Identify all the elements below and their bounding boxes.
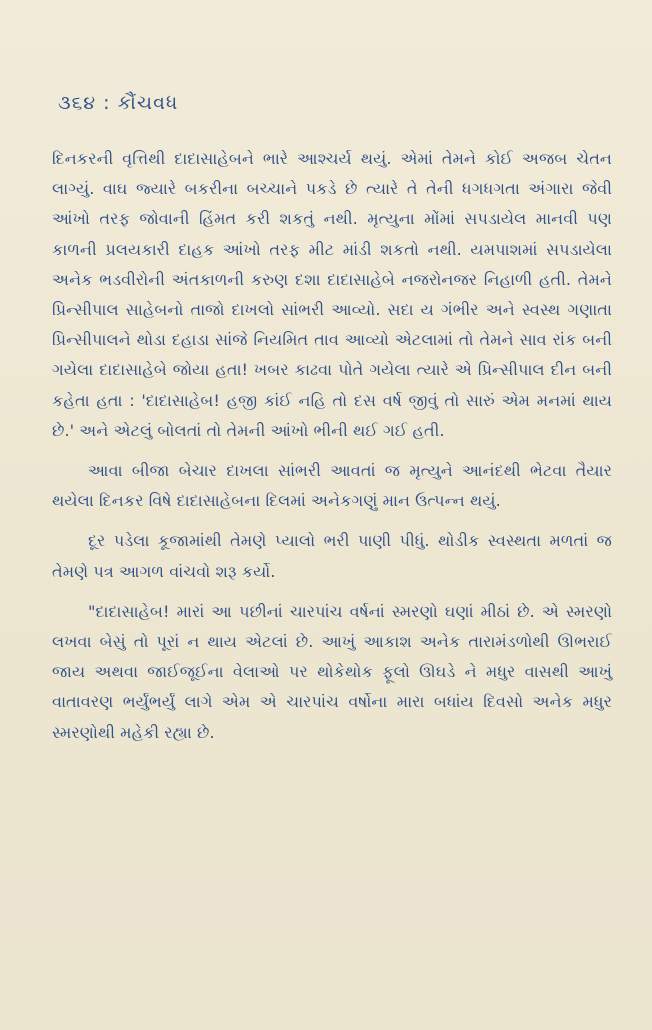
- running-header: [58, 92, 178, 114]
- page-number: ૩૬૪: [58, 92, 97, 114]
- paragraph-2: આવા બીજા બેચાર દાખલા સાંભરી આવતાં જ મૃત્યુને આનંદથી ભેટવા તૈયાર થયેલા દિનકર વિષે દાદાસાહેબના દિલમાં અનેકગણું માન ઉત્પન્ન થયું.: [52, 461, 612, 511]
- body-text: [52, 144, 612, 748]
- paragraph-1: દિનકરની વૃત્તિથી દાદાસાહેબને ભારે આશ્ચર્ય થયું. એમાં તેમને કોઈ અજબ ચેતન લાગ્યું. વાઘ જ્યારે બકરીના બચ્ચાને પકડે છે ત્યારે તે તેની ધગધગતા અંગારા જેવી આંખો તરફ જોવાની હિંમત કરી શકતું નથી. મૃત્યુના મોંમાં સપડાયેલ માનવી પણ કાળની પ્રલયકારી દાહક આંખો તરફ મીટ માંડી શકતો નથી. યમપાશમાં સપડાયેલા અનેક ભડવીરોની અંતકાળની કરુણ દશા દાદાસાહેબે નજરોનજર નિહાળી હતી. તેમને પ્રિન્સીપાલ સાહેબનો તાજો દાખલો સાંભરી આવ્યો. સદા ય ગંભીર અને સ્વસ્થ ગણાતા પ્રિન્સીપાલને થોડા દહાડા સાંજે નિયમિત તાવ આવ્યો એટલામાં તો તેમને સાવ રાંક બની ગયેલા દાદાસાહેબે જોયા હતા! ખબર કાઢવા પોતે ગયેલા ત્યારે એ પ્રિન્સીપાલ દીન બની કહેતા હતા : 'દાદાસાહેબ! હજી કાંઈ નહિ તો દસ વર્ષ જીવું તો સારું એમ મનમાં થાય છે.' અને એટલું બોલતાં તો તેમની આંખો ભીની થઈ ગઈ હતી.: [52, 149, 612, 440]
- header-separator: :: [103, 92, 111, 114]
- running-title: કૌંચવધ: [117, 92, 179, 114]
- paragraph-4: "દાદાસાહેબ! મારાં આ પછીનાં ચારપાંચ વર્ષનાં સ્મરણો ઘણાં મીઠાં છે. એ સ્મરણો લખવા બેસું તો પૂરાં ન થાય એટલાં છે. આખું આકાશ અનેક તારામંડળોથી ઊભરાઈ જાય અથવા જાઈજૂઈના વેલાઓ પર થોકેથોક ફૂલો ઊઘડે ને મધુર વાસથી આખું વાતાવરણ ભર્યુંભર્યું લાગે એમ એ ચારપાંચ વર્ષોના મારા બધાંય દિવસો અનેક મધુર સ્મરણોથી મહેકી રહ્યા છે.: [52, 601, 612, 742]
- paragraph-3: દૂર પડેલા કૂજામાંથી તેમણે પ્યાલો ભરી પાણી પીધું. થોડીક સ્વસ્થતા મળતાં જ તેમણે પત્ર આગળ વાંચવો શરૂ કર્યો.: [52, 531, 612, 581]
